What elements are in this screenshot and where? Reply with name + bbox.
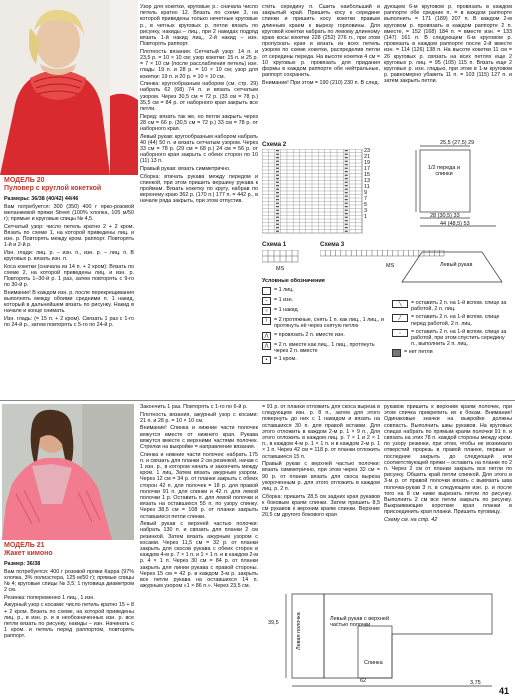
legend-item: = 2 протяжные, снять 1 п. как лиц., 1 лиц., и протянуть её через снятую петлю [274,317,384,330]
model20-yoke-pattern: Узор для кокетки, круговые р.: сначала число петель кратно 12. Вязать по схеме 3, на которой приведены только нечетные круговые р., в четных круговых р. петли вязать по рисунку, накиды – лиц., при 2 накидах подряд вязать 1-й накид лиц., 2-й накид – изн. Повторять раппорт. [140,4,258,48]
model20-col3 [262,4,380,139]
model20-mesh-pattern: Сетчатый узор: число петель кратно 2 + 2 кром. Вязать по схеме 1, на которой приведены лиц. и изн. р. Повторять между кром. раппорт. Повторять 1-й и 2-й р. [4,223,134,249]
scheme2-row-numbers [364,148,378,220]
cable-front-symbol: ╱ [392,314,408,322]
section-divider [0,400,515,401]
model21-col4 [384,404,512,582]
model21-col1 [4,542,134,696]
model20-col2 [140,4,258,394]
edge-symbol: • [262,356,271,364]
model20-right-sleeve: Правый рукав: вязать симметрично. [140,166,231,173]
knit-symbol [262,287,271,295]
row-number: 21 [364,154,371,160]
legend-left [262,278,387,396]
model20-number: МОДЕЛЬ 20 [4,177,45,184]
legend-item: = 1 изн. [274,297,294,304]
model21-assembly: Сборка: пришить 28,5 см задних края рукавов к боковым краям спинки. Затем пришить 8,5 см рукавов к верхним краям спинки. Верхние 20,5 см другого бокового края [262,493,380,519]
model20-back: Спинка: кругообразным набором (см. стр. 29) набрать 62 (68) 74 п. и вязать сетчатым узором. Через 30,5 см = 72 р. (33 см = 78 р.) 35,5 см = 84 р. от наборного края закрыть все петли. [140,81,258,113]
page-number: 41 [498,685,509,696]
model21-back: Спинка и нижние части полочек: набрать 175 п. и связать для планки 2 см резинкой, начав с 1 изн. р., в котором начать и закончить между кром. 1 лиц. Затем вязать ажурным узором. Через 12 см = 34 р. от планки закрыть с обеих сторон 42 п. для полочек = 18 р. для правой полочки 91 п. для спинки и 42 п. для левой полочки 1 р. Оставить п. для левой полочки и вязать на оставшихся 55 п. по узору спинку. Через 38,5 см = 108 р. от планки закрыть оставшиеся петли спинки. [140,451,258,520]
model20-gauge: Плотность вязания. Сетчатый узор: 14 п. и 23,5 р. = 10 × 10 см; узор кокетки: 15 п. и 25 р. = 7 × 10 см (после расслабления петель) изн. гладь: 19 п. и 28 р. = 10 × 10 см; узор для кокетки: 19 п. и 20 р. = 10 × 10 см. [140,48,258,80]
model21-photo-illustration [2,404,134,540]
legend-item: = 2 п. вместе как лиц., 1 лиц., протянуть через 2 п. вместе [274,341,375,354]
scheme1-ms-label: MS [276,266,285,272]
model20-photo-illustration [0,0,110,175]
row-number: 3 [364,208,368,214]
row-number: 5 [364,202,368,208]
row-number: 23 [364,148,371,154]
row-number: 7 [364,196,368,202]
pattern-dim-width: 44 (48,5) 53 [440,221,470,227]
legend-right [392,300,512,398]
pattern-dim-bottom: 28 (30,5) 33 [430,213,460,219]
cable-back-symbol: ╲ [392,300,408,308]
p2tog-symbol: ⋀ [262,332,271,340]
model20-materials: Вам потребуется: 300 (350) 400 г ярко-розовой меланжевой пряжи Street (100% хлопка, 105 м/50 г); прямые и круговые спицы № 4,5. [4,203,134,222]
kimono-left-front-label: Левая полочка [296,612,302,650]
model20-purl-stitch: Изн. глади: лиц. р. – изн. п., изн. р. – лиц. п. В круговых р. вязать изн. п. [4,249,134,262]
legend-item: = провязать 2 п. вместе изн. [274,331,345,338]
model20-col3-text: стить середину п. Сшить наибольший и закрытый край. Пришить косу к середине спинки и пришить косу кокетки правым длинным краем к вырезу горловины. Для круговой кокетки набрать по левому длинному краю косы кокетки 228 (252) 276 п., при этом пропускать края и вязать из всех петель узором по схеме кокетки, распределив петли от середины переда. На высоте кокетки 4 см = 10 круговых р. провязать для придания формы в каждом раппорте обе нейтральные, раппорт сохранить. [262,4,380,79]
legend-item: = 1 кром. [274,356,297,363]
legend-title: Условные обозначения [262,278,325,284]
model21-rib: Резинка: попеременно 1 лиц., 1 изн. [4,594,95,601]
cable-drop-symbol: ↓ [392,329,408,337]
yarn-over-symbol: ○ [262,307,271,315]
row-number: 11 [364,184,370,190]
model21-gauge: Плотность вязания, ажурный узор с косами: 21 п. и 28 р. = 10 × 10 см. [140,411,258,424]
scheme3-grid [320,250,450,260]
model21-col2-p1: Закончить 1 раз. Повторять с 1-го по 6-й р. [140,404,248,410]
kimono-dim: 39,5 [268,620,279,626]
model20-assembly: Сборка: втачать рукава между передом и спинкой, при этом пришить вершину рукава к проймам. Вязать кокетку по кругу, набрав по верхнему краю 362 р. (170 п.) 177 п. = 442 р., в начале ряда закрыть, при этом отпустив. [140,173,258,205]
row-number: 15 [364,172,371,178]
legend-item: = 1 накид [274,307,298,314]
legend-item: = 1 лиц. [274,287,294,294]
kimono-dim: 62 [360,678,367,684]
scheme3-ms-label: MS [386,263,395,269]
model20-photo [0,0,110,175]
model20-left-sleeve: Левый рукав: кругообразным набором набрать 40 (44) 50 п. и вязать сетчатым узором. Через 33 см = 78 р. (29 см = 68 р.) 24 см = 56 р. от наборного края закрыть с обеих сторон по 10 (11) 13 п. [140,133,258,165]
k3tog-symbol: ⋀ [262,342,271,350]
row-number: 1 [364,214,368,220]
model20-cable: Коса кокетки (сначала из 14 п. + 2 кром): Вязать по схеме 2, на которой приведены лиц. и изн. р. Повторять 1–30-й р. 1 раз, затем повторять с 9-го по 30-й р. [4,263,134,289]
scheme1-title: Схема 1 [262,241,287,248]
model20-title: Пуловер с круглой кокеткой [4,185,102,192]
model21-col3-p1: = 91 р. от планки отложить для скоса выреза в следующем изн. р. 8 п., затем для этого повернуть до них с 1 накидом и вязать на оставшихся 30 п. для правой вставки. Для этого отложить в каждом 2-м р. 1 × 9 п., Для этого отложить в каждом лиц. р. 7 × 1 и 2 × 1 п., в каждом 4-м р. 1 × 1 п. и в каждом 2-м р. 1 × 1 п. Через 42 см = 118 р. от планки отложить оставшиеся 15 п. [262,404,380,460]
model20-col4 [384,4,512,139]
row-number: 13 [364,178,371,184]
model21-col4-p1: рукавов пришить к верхним краям полочек, при этом спичка прикрепить их к бокам. Внимание! Одинаковые значки на выкройке должны совпасть. Выполнить швы рукавов. На круговых спицах набрать по прямым краям полочки 91 п. и связать на этих 78 п. каждой стороны между кром. по узору резинки, при этом, чтобы не возникало отверстий прорезь в правой планке, первые и последние закрыть до следующей или соответствующей пряжи – оставить на планке по 2 п. Через 2 см от планки закрыть все петли по рисунку. Обшить край петли спинкой. Для этого в 3-м р. от правой полочки вязать с вывязать шва полочка-рукав 3 п. в следующем изн. р. и после того на 8 см ниже вырезать петли по рисунку. Выполнить 2 см все петли закрыть по рисунку. Выкраивающие короткие края планки в присоединить края планки. Пришить пуговицу. [384,404,512,516]
model21-title: Жакет кимоно [4,550,53,557]
model21-materials: Вам потребуется: 400 г розовой пряжи Карра (97% хлопка, 3% полиэстера, 125 м/50 г); прямые спицы № 4; круговые спицы № 3,5; 1 пуговица диаметром 2 см. [4,568,134,594]
scheme3-title: Схема 3 [320,241,345,248]
scheme1-grid [262,250,302,264]
model21-left-sleeve: Левый рукав с верхней частью полочки: набрать 130 п. и связать для планки 2 см резинкой. Затем вязать ажурным узором с косами. Через 11,5 см = 32 р. от планки закрыть для скосов рукава с обеих сторон в каждом 4-м р. 7 × 1 п. и 1 × 1 п. и в каждом 2-м р. 4 × 1 п. Через 30 см = 84 р. от планки закрыть для линии рукава с правой стороны. Через 15 см = 42 р. в каждом 3-м р. закрыть все петли рукава на оставшихся 14 п. ажурным узором «1 × 86 п.». Через 23,5 см. [140,521,258,590]
row-number: 9 [364,190,368,196]
model21-photo [2,404,134,540]
row-number: 17 [364,166,371,172]
model20-size: Размеры: 36/38 (40/42) 44/46 [4,196,79,202]
kimono-sleeve-label: Левый рукав с верхней частью полочки [330,616,390,628]
model21-number: МОДЕЛЬ 21 [4,542,45,549]
purl-symbol: − [262,297,271,305]
model21-lace-pattern: Ажурный узор с косами: число петель кратно 15 + 8 + 2 кром. Вязать по схеме, на которой приведены лиц. р., в изн. р. и в необозначенных изн. р. все петли вязать по рисунку, накиды – изн. Начинать с 1 кром. и петель перед раппортом, повторять раппорт. [4,602,134,640]
model21-col2 [140,404,258,692]
model21-col3 [262,404,380,582]
model21-chart-ref: Схему см. на стр. 42 [384,517,438,524]
legend-item: = оставить 2 п. на 1-й вспом. спице за работой, при этом спустить середину п., выполнить 2 п. лиц. [411,328,507,348]
model20-photo-detail [110,0,138,175]
scheme2-title: Схема 2 [262,141,287,148]
ssk-symbol: \ [262,317,271,325]
pattern-dim-top: 25,5 (27,5) 29 [440,140,475,146]
legend-item: = нет петли [404,349,433,356]
model20-detail-illustration [110,0,138,175]
no-stitch-symbol [392,349,401,357]
model20-attention: Внимание! В каждом изн. р. после перекрещивания выполнять между обоими средними п. 1 накид, который в дальнейшем вязать по рисунку. Накид в начале и конце снимать. [4,289,134,315]
legend-item: = оставить 2 п. на 1-й вспом. спице за работой, 2 п. лиц. [411,300,507,313]
row-number: 19 [364,160,371,166]
model20-col3-text2: Внимание! При этом = 190 (210) 230 п. В след. [262,79,379,86]
kimono-back-label: Спинка [364,660,383,666]
sleeve-label: Левый рукав [440,262,473,268]
model21-attention: Внимание! Спинка и нижние части полочек вяжутся вместе от нижнего края. Рукава вяжутся вместе с верхними частями полочек. Стрелки на выкройке = направление вязания. [140,425,258,450]
legend-item: = оставить 2 п. на 1-й вспом. спице перед работой, 2 п. лиц. [411,314,500,327]
model20-front: Перед: вязать так же, но петли закрыть через 28 см = 66 р. (30,5 см = 72 р.) 33 см = 78 р. от наборного края. [140,113,258,133]
model20-purl-gauge: Изн. гладь: (= 15 п. + 2 кром). Связать 1 раз с 1-го по 24-й р., затем повторять с 5-го по 24-й р. [4,316,134,329]
model20-col4-text: дующем 6-м круговом р. провязать в каждом раппорте обе средние п. = в каждом раппорте выполнить = 171 (189) 207 п. В каждом 2-м круговом р. провязать в каждом раппорте 2 п. вместе, = 152 (168) 184 п. = вместе изн. = 133 (147) 161 п. В следующем 6-м круговом р. провязать в каждом раппорте после 2-й вместе изн. = 114 (126) 138 п. На высоте кокетки 11 см = 26 круговых р. связать на всех петлях еще 2 круговых р. лиц. = 95 (105) 115 п. Вязать еще 2 круговых р. изн. гладью, при этом в 1-м круговом р. равномерно убавить 11 п. = 103 (115) 127 п. и затем закрыть петли. [384,4,512,85]
pattern-piece-label: 1/2 переда и спинки [427,165,461,177]
kimono-dim: 3,75 [470,680,481,686]
model21-right-sleeve: Правый рукав с верхней частью полочки: вязать симметрично, при этом через 32 см = 90 р. от планки вязать для скоса выреза укороченным р. для этого отложить в каждом лиц. р. 2 п. [262,461,380,493]
model21-size: Размер: 36/38 [4,561,41,567]
